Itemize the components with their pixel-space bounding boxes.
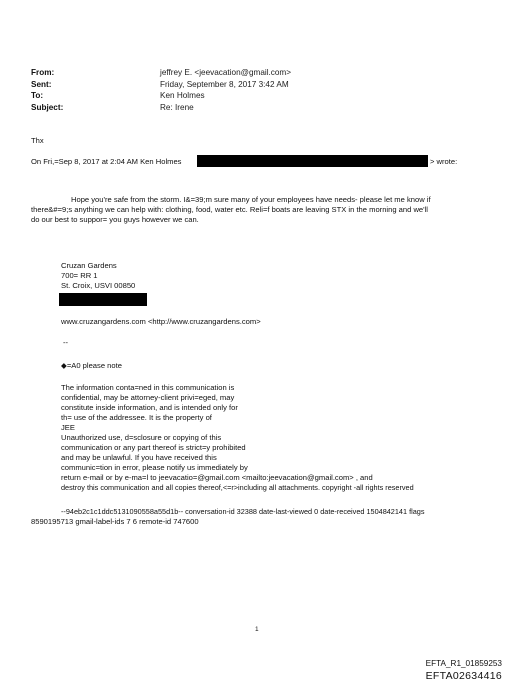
footer-code-small: EFTA_R1_01859253 [425,659,502,668]
disclaimer-line: constitute inside information, and is intended only for [61,403,238,412]
subject-value: Re: Irene [160,102,194,112]
message-line: there&#=9;s anything we can help with: clothing, food, water etc. Reli=f boats are leaving STX in the morning and we'll [31,205,428,214]
from-label: From: [31,68,55,77]
metadata-line: 8590195713 gmail-label-ids 7 6 remote-id 747600 [31,517,199,526]
from-row [31,67,291,79]
to-label: To: [31,91,44,101]
separator-dashes: -- [63,338,69,347]
disclaimer-line: destroy this communication and all copies thereof,<=r>including all attachments. copyright -all rights reserved [61,483,414,492]
disclaimer-line: return e-mail or by e-ma=l to jeevacatio=@gmail.com <mailto:jeevacation@gmail.com> , and [61,473,373,482]
page-number: 1 [255,626,259,633]
message-line: do our best to suppor= you guys however we can. [31,215,199,224]
email-header [31,67,291,113]
thx-text: Thx [31,136,44,145]
signature-address: St. Croix, USVI 00850 [61,281,136,290]
disclaimer-line: communic=tion in error, please notify us immediately by [61,463,248,472]
disclaimer-line: th= use of the addressee. It is the property of [61,413,212,422]
disclaimer-line: communication or any part thereof is strict=y prohibited [61,443,246,452]
sent-row [31,79,291,91]
disclaimer-line: and may be unlawful. If you have received this [61,453,217,462]
from-value: jeffrey E. <jeevacation@gmail.com> [160,68,292,77]
disclaimer-line: confidential, may be attorney-client privi=eged, may [61,393,235,402]
sent-label: Sent: [31,79,52,89]
redaction-bar [197,155,428,167]
to-row [31,90,291,102]
signature-url: www.cruzangardens.com <http://www.cruzangardens.com> [61,317,261,326]
footer-code-large: EFTA02634416 [425,670,502,682]
subject-label: Subject: [31,102,64,112]
quoted-header-end: > wrote: [430,157,458,166]
signature-name: Cruzan Gardens [61,261,117,270]
note-line: ◆=A0 please note [61,361,122,370]
disclaimer-line: Unauthorized use, d=sclosure or copying of this [61,433,222,442]
redaction-bar [59,293,147,306]
message-line: Hope you're safe from the storm. I&=39;m sure many of your employees have needs- please let me know if [71,195,431,204]
metadata-line: --94eb2c1c1ddc5131090558a55d1b-- conversation-id 32388 date-last-viewed 0 date-received 1504842141 flags [61,507,425,516]
disclaimer-line: The information conta=ned in this communication is [61,383,235,392]
subject-row [31,102,291,114]
to-value: Ken Holmes [160,91,205,101]
disclaimer-line: JEE [61,423,75,432]
quoted-header-start: On Fri,=Sep 8, 2017 at 2:04 AM Ken Holmes [31,157,182,166]
sent-value: Friday, September 8, 2017 3:42 AM [160,79,289,89]
signature-address: 700= RR 1 [61,271,98,280]
